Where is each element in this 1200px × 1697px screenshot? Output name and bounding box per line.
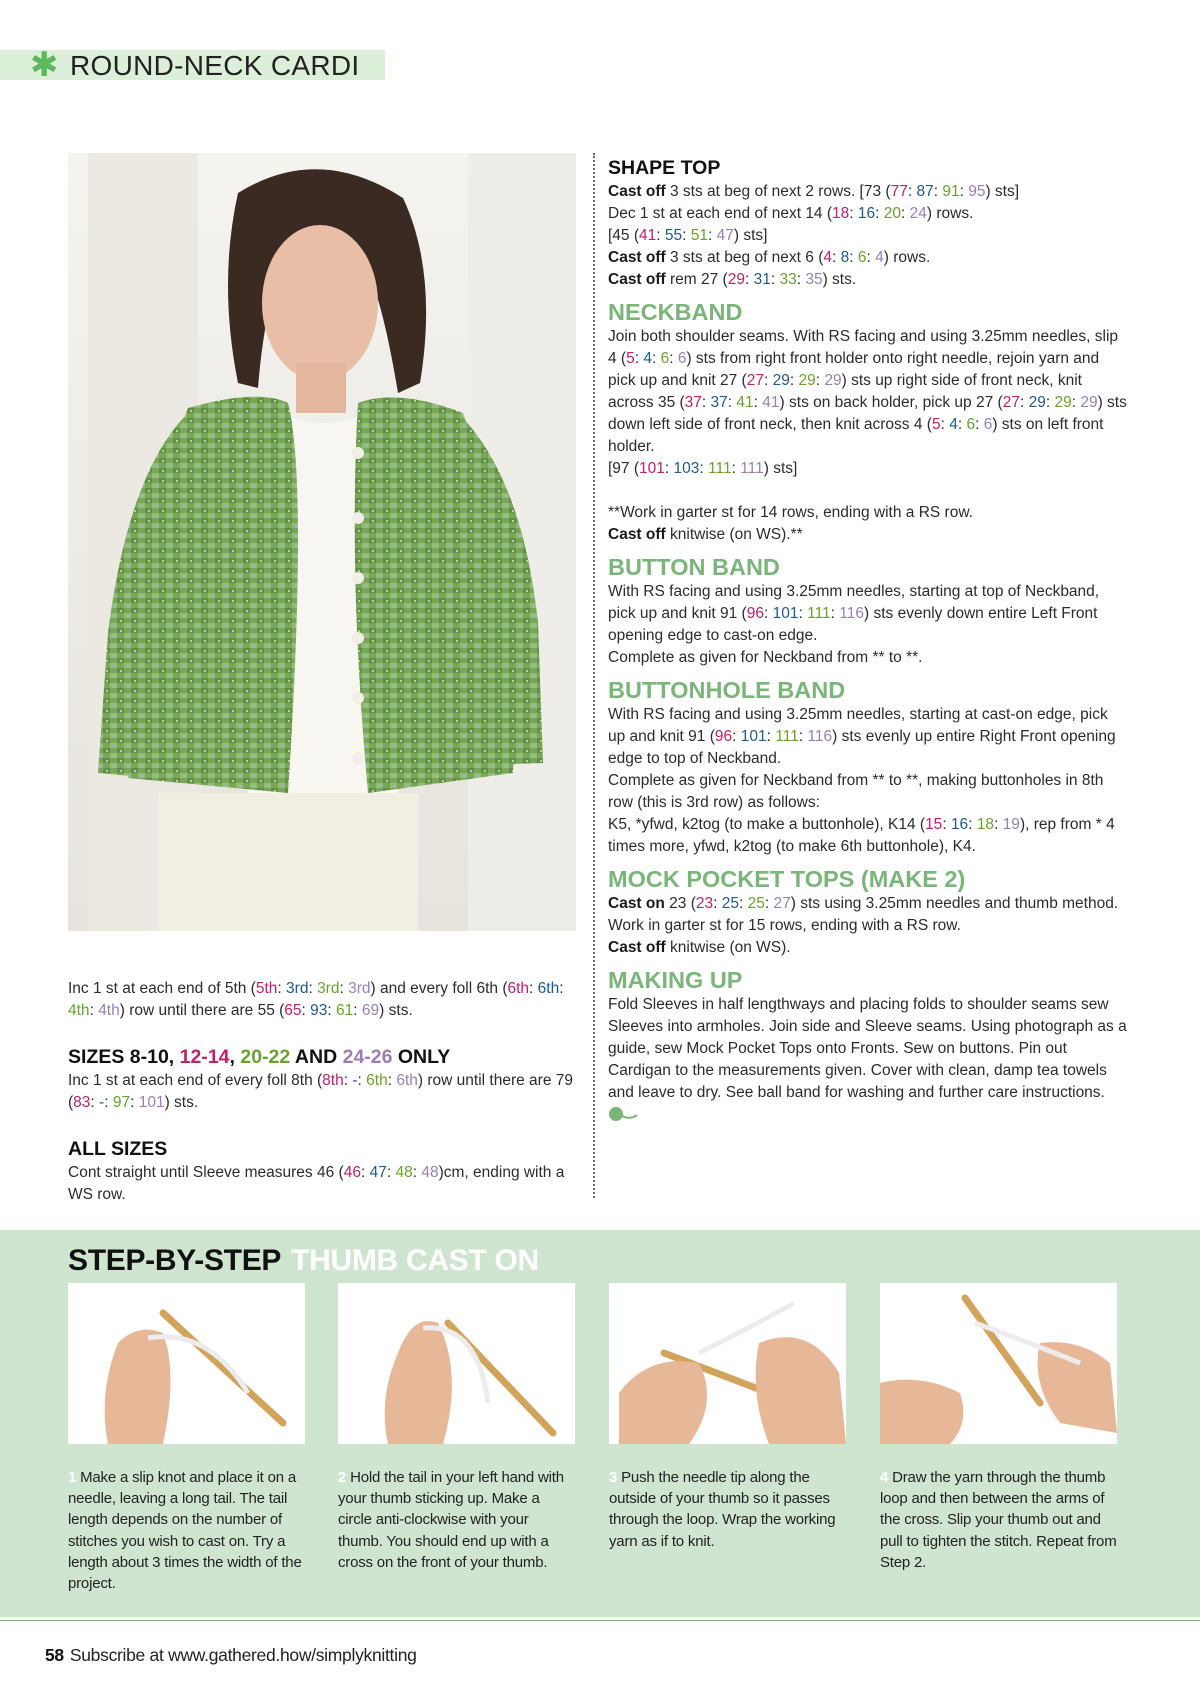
shape-top-line-2: Dec 1 st at each end of next 14 (18: 16: 20: 24) rows. — [608, 205, 974, 222]
pocket-tops-heading: MOCK POCKET TOPS (MAKE 2) — [608, 866, 966, 892]
sleeve-increase-text: Inc 1 st at each end of 5th (5th: 3rd: 3rd: 3rd) and every foll 6th (6th: 6th: 4th: 4th) row until there are 55 (65: 93: 61: 69) sts. — [68, 980, 564, 1019]
step-2 — [338, 1283, 575, 1573]
pocket-tops-garter: Work in garter st for 15 rows, ending with a RS row. — [608, 917, 961, 934]
step-4 — [880, 1283, 1117, 1573]
subscribe-link[interactable]: Subscribe at www.gathered.how/simplyknitting — [69, 1645, 417, 1665]
neckband-heading: NECKBAND — [608, 299, 743, 325]
shape-top-line-5: Cast off rem 27 (29: 31: 33: 35) sts. — [608, 271, 857, 288]
buttonhole-band-heading: BUTTONHOLE BAND — [608, 677, 846, 703]
step-3-photo — [609, 1283, 846, 1444]
left-column — [68, 978, 580, 1206]
shape-top-line-1: Cast off 3 sts at beg of next 2 rows. [73 (77: 87: 91: 95) sts] — [608, 183, 1020, 200]
footer-rule — [0, 1620, 1200, 1621]
step-3-caption: 3 Push the needle tip along the outside of your thumb so it passes through the loop. Wrap the working yarn as if to knit. — [609, 1469, 836, 1550]
all-sizes-heading: ALL SIZES — [68, 1138, 168, 1160]
clover-icon: ✱ — [30, 46, 59, 84]
step-1-caption: 1 Make a slip knot and place it on a needle, leaving a long tail. The tail length depends on the number of stitches you wish to cast on. Try a length about 3 times the width of the project. — [68, 1469, 302, 1593]
neckband-garter-text: **Work in garter st for 14 rows, ending with a RS row. — [608, 504, 973, 521]
right-column — [608, 156, 1128, 1126]
page-number: 58 — [45, 1645, 64, 1665]
sizes-heading: SIZES 8-10, 12-14, 20-22 AND 24-26 ONLY — [68, 1046, 451, 1068]
step-4-photo — [880, 1283, 1117, 1444]
shape-top-heading: SHAPE TOP — [608, 157, 721, 179]
shape-top-line-4: Cast off 3 sts at beg of next 6 (4: 8: 6: 4) rows. — [608, 249, 931, 266]
pocket-tops-cast-off: Cast off knitwise (on WS). — [608, 939, 791, 956]
column-divider — [593, 153, 595, 1198]
neckband-text: Join both shoulder seams. With RS facing and using 3.25mm needles, slip 4 (5: 4: 6: 6) sts from right front holder onto right needle, rejoin yarn and pick up and knit 27 (27: 29: 29: 29) sts up right side of front neck, knit across 35 (37: 37: 41: 41) sts on back holder, pick up 27 (27: 29: 29: 29) sts down left side of front neck, then knit across 4 (5: 4: 6: 6) sts on left front holder. — [608, 328, 1127, 455]
step-3 — [609, 1283, 846, 1552]
step-2-caption: 2 Hold the tail in your left hand with your thumb sticking up. Make a circle anti-clockwise with your thumb. You should end up with a cross on the front of your thumb. — [338, 1469, 564, 1571]
step-2-photo — [338, 1283, 575, 1444]
step-1 — [68, 1283, 305, 1594]
button-band-text: With RS facing and using 3.25mm needles, starting at top of Neckband, pick up and knit 91 (96: 101: 111: 116) sts evenly down entire Left Front opening edge to cast-on edge. — [608, 583, 1100, 644]
button-band-complete: Complete as given for Neckband from ** to **. — [608, 649, 923, 666]
pocket-tops-cast-on: Cast on 23 (23: 25: 25: 27) sts using 3.25mm needles and thumb method. — [608, 895, 1119, 912]
model-photo — [68, 153, 576, 931]
step-1-photo — [68, 1283, 305, 1444]
yarn-ball-end-icon — [608, 1106, 638, 1122]
sizes-text: Inc 1 st at each end of every foll 8th (8th: -: 6th: 6th) row until there are 79 (83: -: 97: 101) sts. — [68, 1072, 573, 1111]
shape-top-line-3: [45 (41: 55: 51: 47) sts] — [608, 227, 768, 244]
buttonhole-band-complete: Complete as given for Neckband from ** to **, making buttonholes in 8th row (this is 3rd row) as follows: — [608, 772, 1104, 811]
neckband-cast-off: Cast off knitwise (on WS).** — [608, 526, 803, 543]
button-band-heading: BUTTON BAND — [608, 554, 780, 580]
making-up-text: Fold Sleeves in half lengthways and placing folds to shoulder seams sew Sleeves into armholes. Join side and Sleeve seams. Using photograph as a guide, sew Mock Pocket Tops onto Fronts. Sew on buttons. Pin out Cardigan to the measurements given. Cover with clean, damp tea towels and leave to dry. See ball band for washing and further care instructions. — [608, 994, 1128, 1126]
footer — [45, 1644, 417, 1666]
page-title: ROUND-NECK CARDI — [70, 50, 360, 81]
all-sizes-text: Cont straight until Sleeve measures 46 (46: 47: 48: 48)cm, ending with a WS row. — [68, 1164, 565, 1203]
step-4-caption: 4 Draw the yarn through the thumb loop and then between the arms of the cross. Slip your thumb out and pull to tighten the stitch. Repeat from Step 2. — [880, 1469, 1117, 1571]
buttonhole-band-text: With RS facing and using 3.25mm needles, starting at cast-on edge, pick up and knit 91 (96: 101: 111: 116) sts evenly up entire Right Front opening edge to top of Neckband. — [608, 706, 1116, 767]
neckband-stitch-count: [97 (101: 103: 111: 111) sts] — [608, 460, 798, 477]
buttonhole-row-text: K5, *yfwd, k2tog (to make a buttonhole), K14 (15: 16: 18: 19), rep from * 4 times more, yfwd, k2tog (to make 6th buttonhole), K4. — [608, 816, 1115, 855]
making-up-heading: MAKING UP — [608, 967, 743, 993]
step-by-step-title: STEP-BY-STEP THUMB CAST ON — [68, 1244, 539, 1277]
